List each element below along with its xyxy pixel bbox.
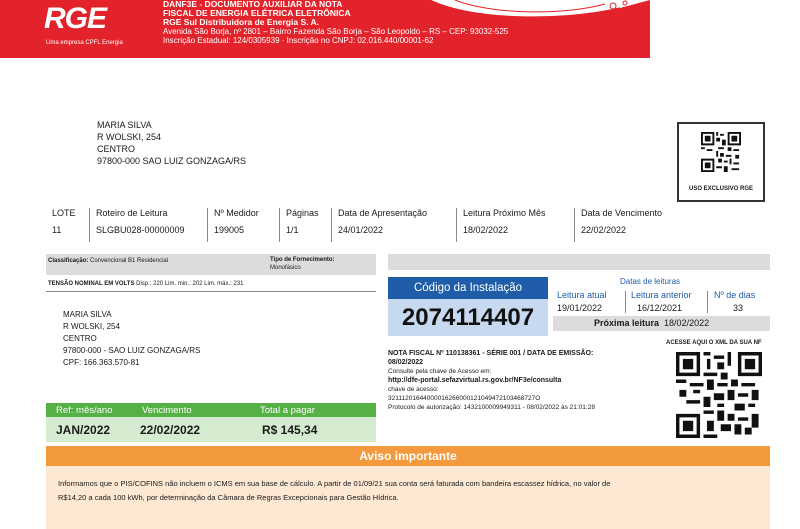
- info-label: Data de Vencimento: [581, 208, 663, 218]
- info-label: Leitura Próximo Mês: [463, 208, 546, 218]
- info-cell-proximo-mes: [456, 208, 546, 242]
- info-label: Roteiro de Leitura: [96, 208, 168, 218]
- nota-chave-label: chave de acesso:: [388, 386, 439, 393]
- reading-previous-label: Leitura anterior: [631, 290, 692, 300]
- info-value: 1/1: [286, 225, 299, 235]
- info-cell-vencimento: [574, 208, 662, 242]
- info-label: Nº Medidor: [214, 208, 259, 218]
- reading-previous-value: 16/12/2021: [637, 303, 683, 313]
- info-cell-medidor: [207, 208, 259, 242]
- info-value: 11: [52, 225, 62, 235]
- recipient-district: CENTRO: [97, 144, 135, 154]
- notice-title: Aviso importante: [46, 446, 770, 466]
- info-value: 199005: [214, 225, 245, 235]
- client-address: [63, 309, 200, 369]
- info-value: 18/02/2022: [463, 225, 509, 235]
- header-text: [163, 0, 508, 45]
- header-line-2: FISCAL DE ENERGIA ELÉTRICA ELETRÔNICA: [163, 8, 351, 18]
- recipient-street: R WOLSKI, 254: [97, 132, 162, 142]
- info-cell-apresentacao: [331, 208, 427, 242]
- nota-chave: 32111201644000016266000121049472103468727O: [388, 395, 541, 402]
- company-logo: RGE: [44, 2, 107, 35]
- total-label: Total a pagar: [260, 405, 315, 416]
- nota-title: NOTA FISCAL Nº 110138361 - SÉRIE 001 / DATA DE EMISSÃO:: [388, 350, 594, 357]
- info-cell-roteiro: [89, 208, 185, 242]
- info-label: Data de Apresentação: [338, 208, 428, 218]
- recipient-address: [97, 119, 246, 167]
- nota-date: 08/02/2022: [388, 359, 424, 366]
- divider: [625, 291, 626, 313]
- ref-month-label: Ref: mês/ano: [56, 405, 113, 416]
- logo-subtitle: Uma empresa CPFL Energia: [46, 40, 123, 46]
- client-street: R WOLSKI, 254: [63, 322, 120, 331]
- tipo-fornecimento-label: Tipo de Fornecimento:: [270, 257, 335, 263]
- nota-consulte: Consulte pela chave de Acesso em:: [388, 368, 492, 375]
- qr-code-icon[interactable]: [676, 352, 762, 438]
- tensao-nominal: [48, 281, 244, 287]
- header-line-1: DANF3E - DOCUMENTO AUXILIAR DA NOTA: [163, 0, 343, 9]
- info-label: Páginas: [286, 208, 319, 218]
- installation-code-box: [388, 277, 548, 336]
- info-cell-lote: [46, 208, 76, 242]
- classification-label: [48, 258, 168, 264]
- info-cell-paginas: [279, 208, 319, 242]
- header-band: [0, 0, 800, 58]
- classification-key: Classificação:: [48, 258, 89, 264]
- days-label: Nº de dias: [714, 290, 756, 300]
- client-cpf: CPF: 166.363.570-81: [63, 358, 140, 367]
- qr-caption: USO EXCLUSIVO RGE: [688, 186, 753, 192]
- notice-line-1: Informamos que o PIS/COFINS não incluem o ICMS em sua base de cálculo. A partir de 01/09/21 sua conta será faturada com bandeira escassez hídrica, no valor de: [58, 479, 611, 488]
- client-name: MARIA SILVA: [63, 310, 112, 319]
- due-date-label: Vencimento: [142, 405, 192, 416]
- tensao-label: TENSÃO NOMINAL EM VOLTS: [48, 281, 135, 287]
- notice-line-2: R$14,20 a cada 100 kWh, por determinação da Câmara de Regras Excepcionais para Gestão Hídrica.: [58, 493, 399, 502]
- due-date-value: 22/02/2022: [140, 423, 201, 437]
- nota-protocolo: Protocolo de autorização: 1432100009949311 - 08/02/2022 às 21:01:28: [388, 404, 595, 411]
- reading-current-value: 19/01/2022: [557, 303, 603, 313]
- readings-title: Datas de leituras: [620, 277, 681, 286]
- header-line-3: RGE Sul Distribuidora de Energia S. A.: [163, 17, 320, 27]
- total-value: R$ 145,34: [262, 423, 318, 437]
- header-line-5: Inscrição Estadual: 124/0305939 · Inscrição no CNPJ: 02.016.440/00001-62: [163, 36, 434, 45]
- ref-month-value: JAN/2022: [56, 423, 111, 437]
- header-line-4: Avenida São Borja, nº 2801 – Bairro Fazenda São Borja – São Leopoldo – RS – CEP: 93032-525: [163, 27, 509, 36]
- classification-value: Convencional B1 Residencial: [90, 258, 169, 264]
- qr-code-icon: [701, 132, 741, 172]
- next-reading-value: 18/02/2022: [664, 318, 710, 328]
- exclusive-qr-box: [677, 122, 765, 202]
- notice-text: [58, 477, 758, 505]
- divider: [707, 291, 708, 313]
- right-gray-bar: [388, 254, 770, 270]
- client-district: CENTRO: [63, 334, 97, 343]
- info-value: 24/01/2022: [338, 225, 384, 235]
- next-reading: [594, 318, 709, 328]
- tipo-fornecimento-value: Monofásico: [270, 265, 301, 271]
- installation-code-value: 2074114407: [388, 299, 548, 336]
- days-value: 33: [733, 303, 744, 313]
- tensao-values: Disp.: 220 Lim. min.: 202 Lim. máx.: 231: [136, 281, 244, 287]
- reading-current-label: Leitura atual: [557, 290, 607, 300]
- acesse-xml-label: ACESSE AQUI O XML DA SUA NF: [666, 340, 762, 346]
- recipient-city: 97800-000 SAO LUIZ GONZAGA/RS: [97, 156, 247, 166]
- info-value: SLGBU028-00000009: [96, 225, 185, 235]
- client-city: 97800-000 - SAO LUIZ GONZAGA/RS: [63, 346, 201, 355]
- info-value: 22/02/2022: [581, 225, 627, 235]
- recipient-name: MARIA SILVA: [97, 120, 152, 130]
- nota-url-link[interactable]: http://dfe-portal.sefazvirtual.rs.gov.br/NF3e/consulta: [388, 377, 562, 384]
- info-label: LOTE: [52, 208, 76, 218]
- installation-code-label: Código da Instalação: [388, 277, 548, 299]
- nota-fiscal-block: [388, 349, 668, 412]
- divider: [46, 291, 376, 292]
- next-reading-label: Próxima leitura: [594, 318, 660, 328]
